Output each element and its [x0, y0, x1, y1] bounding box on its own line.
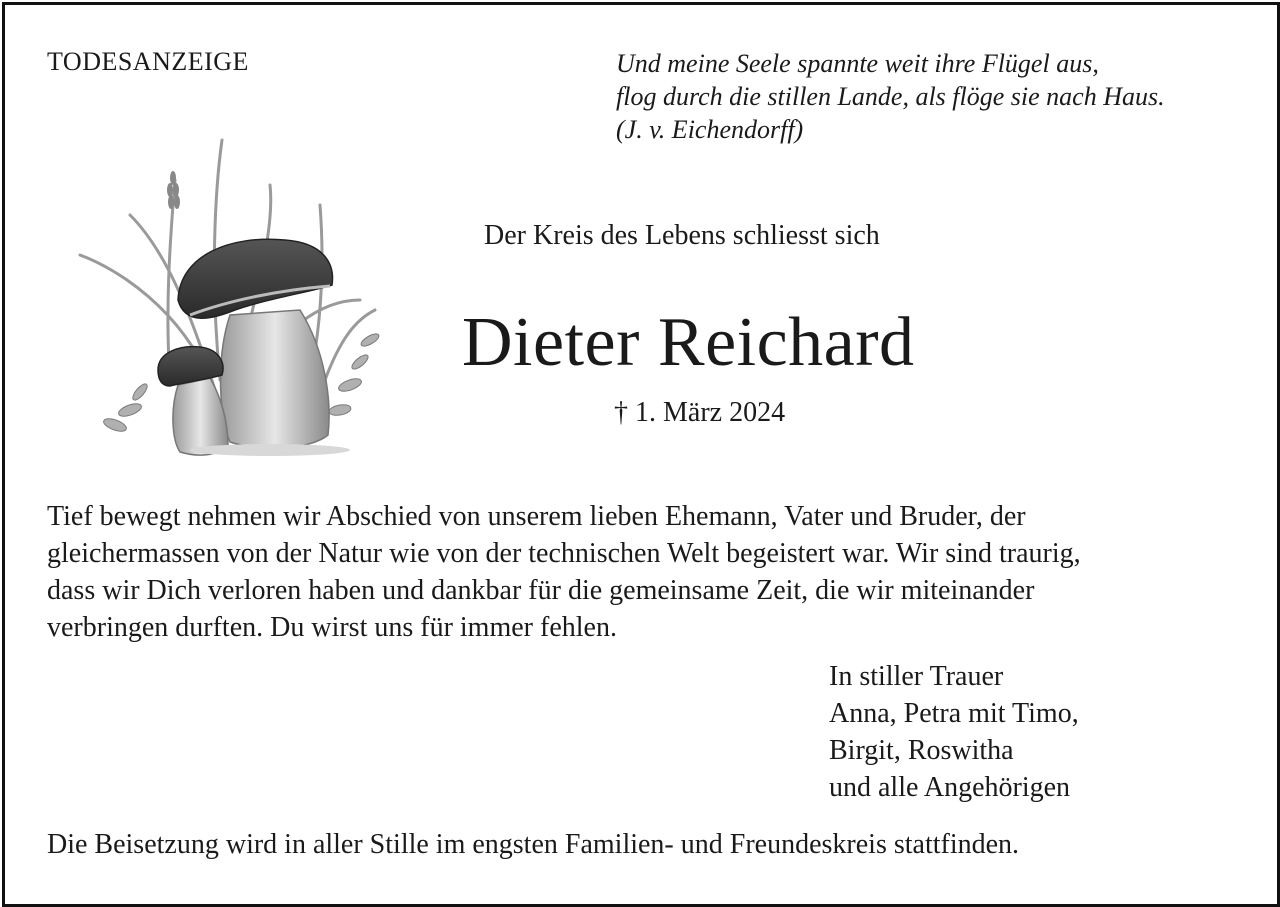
notice-label: TODESANZEIGE	[47, 47, 249, 76]
body-line: Tief bewegt nehmen wir Abschied von unserem lieben Ehemann, Vater und Bruder, der	[47, 501, 1026, 532]
quote-line: flog durch die stillen Lande, als flöge sie nach Haus.	[616, 82, 1165, 111]
deceased-name: Dieter Reichard	[462, 304, 915, 381]
mushroom-illustration-icon	[70, 130, 390, 460]
signature-line: In stiller Trauer	[829, 661, 1004, 692]
body-line: gleichermassen von der Natur wie von der technischen Welt begeistert war. Wir sind traurig,	[47, 538, 1081, 569]
death-date: † 1. März 2024	[614, 397, 786, 428]
motto: Der Kreis des Lebens schliesst sich	[484, 220, 880, 251]
quote-author: (J. v. Eichendorff)	[616, 115, 804, 144]
signature-line: Birgit, Roswitha	[829, 735, 1014, 766]
body-text	[47, 498, 1247, 646]
signature-line: Anna, Petra mit Timo,	[829, 698, 1079, 729]
funeral-note: Die Beisetzung wird in aller Stille im engsten Familien- und Freundeskreis stattfinden.	[47, 829, 1020, 860]
signature-block	[829, 658, 1079, 806]
body-line: verbringen durften. Du wirst uns für immer fehlen.	[47, 612, 617, 643]
quote	[616, 47, 1165, 146]
signature-line: und alle Angehörigen	[829, 772, 1071, 803]
quote-line: Und meine Seele spannte weit ihre Flügel aus,	[616, 49, 1099, 78]
body-line: dass wir Dich verloren haben und dankbar für die gemeinsame Zeit, die wir miteinander	[47, 575, 1035, 606]
